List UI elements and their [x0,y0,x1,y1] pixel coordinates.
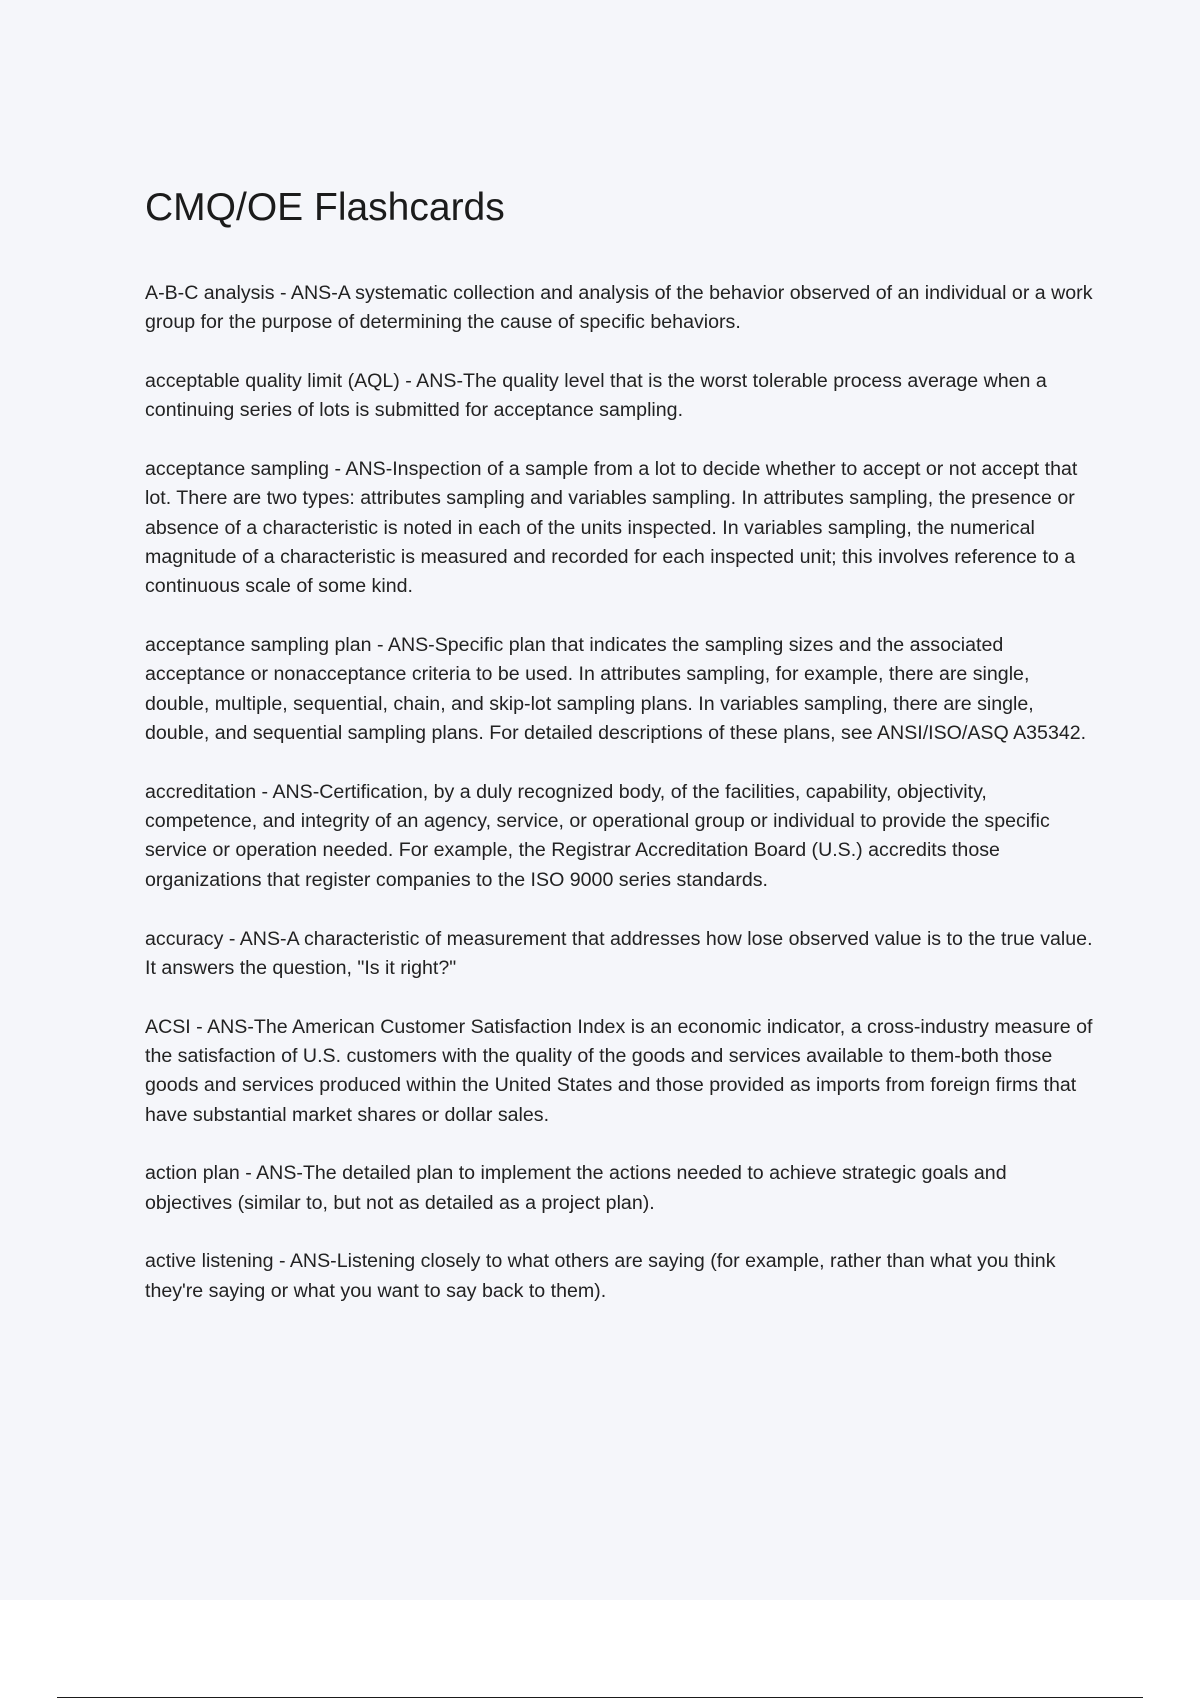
flashcard-separator: - ANS- [239,1162,303,1185]
flashcard [145,1247,1095,1306]
flashcard [145,367,1095,426]
flashcard-definition: A characteristic of measurement that addresses how lose observed value is to the true value. It answers the question, "Is it right?" [145,927,1093,979]
flashcard-term: active listening [145,1250,274,1273]
flashcard [145,1013,1095,1130]
flashcard-separator: - ANS- [274,282,338,304]
flashcard-separator: - ANS- [223,927,287,950]
flashcard [145,778,1095,895]
flashcard [145,631,1095,748]
flashcard-separator: - ANS- [256,780,320,803]
flashcard-term: accreditation [145,780,257,803]
flashcard-list [145,279,1095,1336]
flashcard-term: acceptance sampling plan [145,634,372,657]
flashcard-term: acceptable quality limit (AQL) [145,370,400,393]
flashcard-separator: - ANS- [190,1015,254,1038]
flashcard-definition: The detailed plan to implement the actions needed to achieve strategic goals and objectives (similar to, but not as detailed as a project plan). [145,1162,1007,1214]
flashcard [145,279,1095,338]
flashcard-definition: The American Customer Satisfaction Index is an economic indicator, a cross-industry measure of the satisfaction of U.S. customers with the quality of the goods and services available to them-both those goods and services produced within the United States and those provided as imports from foreign firms that have substantial market shares or dollar sales. [145,1015,1093,1126]
flashcard-definition: Certification, by a duly recognized body, of the facilities, capability, objectivity, competence, and integrity of an agency, service, or operational group or individual to provide the specific service or operation needed. For example, the Registrar Accreditation Board (U.S.) accredits those organizations that register companies to the ISO 9000 series standards. [145,780,1050,891]
flashcard-term: action plan [145,1162,240,1185]
flashcard-separator: - ANS- [371,634,435,657]
flashcard [145,1159,1095,1218]
footer-divider [57,1697,1143,1698]
flashcard [145,925,1095,984]
flashcard-term: acceptance sampling [145,458,330,481]
page-title: CMQ/OE Flashcards [145,186,505,229]
flashcard-separator: - ANS- [399,370,463,393]
flashcard-term: accuracy [145,927,224,950]
flashcard-definition: The quality level that is the worst tolerable process average when a continuing series of lots is submitted for acceptance sampling. [145,370,1047,422]
flashcard-separator: - ANS- [329,458,393,481]
flashcard-definition: Listening closely to what others are saying (for example, rather than what you think they're saying or what you want to say back to them). [145,1250,1056,1302]
flashcard-definition: Inspection of a sample from a lot to decide whether to accept or not accept that lot. There are two types: attributes sampling and variables sampling. In attributes sampling, the presence or absence of a characteristic is noted in each of the units inspected. In variables sampling, the numerical magnitude of a characteristic is measured and recorded for each inspected unit; this involves reference to a continuous scale of some kind. [145,458,1078,598]
flashcard [145,455,1095,601]
flashcard-definition: A systematic collection and analysis of the behavior observed of an individual or a work group for the purpose of determining the cause of specific behaviors. [145,282,1093,334]
flashcard-definition: Specific plan that indicates the sampling sizes and the associated acceptance or nonacceptance criteria to be used. In attributes sampling, for example, there are single, double, multiple, sequential, chain, and skip-lot sampling plans. In variables sampling, there are single, double, and sequential sampling plans. For detailed descriptions of these plans, see ANSI/ISO/ASQ A35342. [145,634,1087,745]
flashcard-term: A-B-C analysis [145,282,275,304]
flashcard-separator: - ANS- [273,1250,337,1273]
flashcard-term: ACSI [145,1015,191,1038]
